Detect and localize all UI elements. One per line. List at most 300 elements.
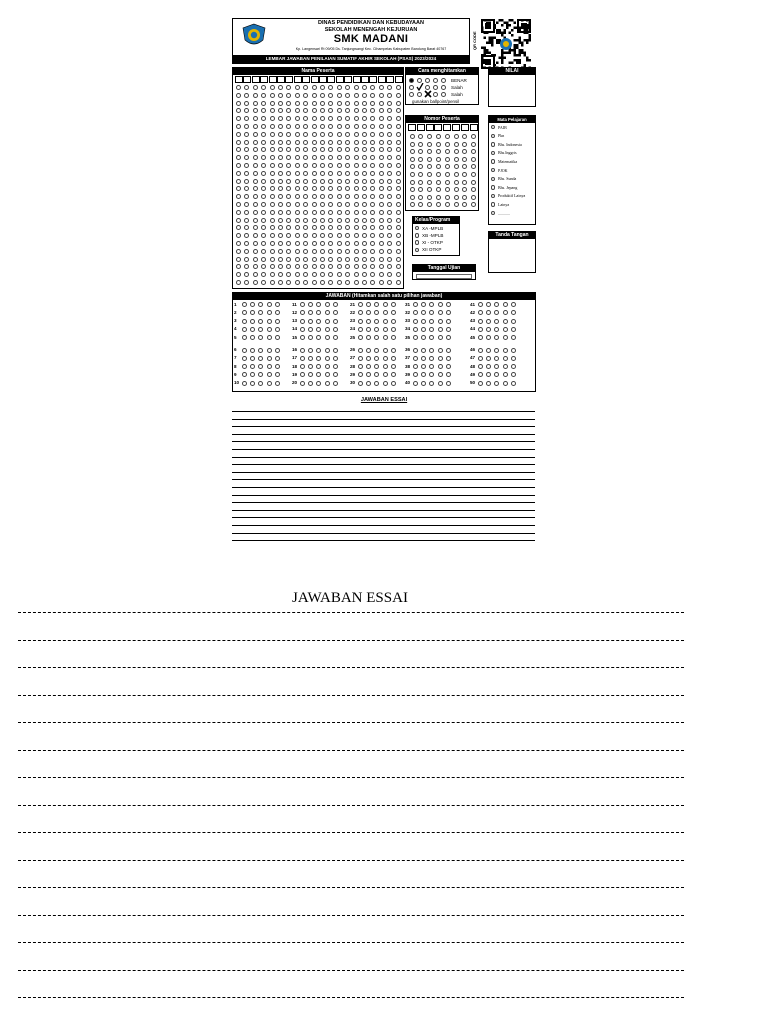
name-bubble[interactable]	[362, 155, 367, 160]
answer-bubble[interactable]	[242, 310, 247, 315]
name-bubble[interactable]	[337, 218, 342, 223]
answer-bubble[interactable]	[242, 335, 247, 340]
number-bubble[interactable]	[462, 157, 467, 162]
answer-bubble[interactable]	[503, 348, 508, 353]
name-bubble[interactable]	[286, 116, 291, 121]
answer-bubble[interactable]	[413, 302, 418, 307]
name-bubble[interactable]	[312, 280, 317, 285]
essay-line[interactable]	[18, 970, 684, 971]
name-bubble[interactable]	[303, 225, 308, 230]
answer-bubble[interactable]	[438, 381, 443, 386]
answer-bubble[interactable]	[494, 327, 499, 332]
answer-bubble[interactable]	[383, 335, 388, 340]
name-bubble[interactable]	[303, 210, 308, 215]
answer-bubble[interactable]	[308, 348, 313, 353]
name-bubble[interactable]	[370, 101, 375, 106]
answer-bubble[interactable]	[494, 310, 499, 315]
subject-bubble[interactable]	[491, 168, 495, 172]
number-bubble[interactable]	[454, 195, 459, 200]
name-bubble[interactable]	[303, 249, 308, 254]
number-bubble[interactable]	[436, 142, 441, 147]
number-bubble[interactable]	[445, 187, 450, 192]
name-letter-cell[interactable]	[344, 76, 352, 83]
name-bubble[interactable]	[396, 116, 401, 121]
name-letter-cell[interactable]	[277, 76, 285, 83]
name-bubble[interactable]	[362, 124, 367, 129]
answer-bubble[interactable]	[242, 302, 247, 307]
name-bubble[interactable]	[328, 186, 333, 191]
number-bubble[interactable]	[454, 149, 459, 154]
answer-bubble[interactable]	[413, 310, 418, 315]
name-bubble[interactable]	[328, 124, 333, 129]
name-bubble[interactable]	[270, 202, 275, 207]
name-bubble[interactable]	[354, 171, 359, 176]
name-bubble[interactable]	[345, 225, 350, 230]
answer-bubble[interactable]	[391, 381, 396, 386]
answer-bubble[interactable]	[366, 319, 371, 324]
essay-line[interactable]	[18, 915, 684, 916]
name-bubble[interactable]	[328, 140, 333, 145]
essay-line[interactable]	[18, 612, 684, 613]
answer-bubble[interactable]	[478, 381, 483, 386]
name-bubble[interactable]	[396, 179, 401, 184]
number-bubble[interactable]	[454, 202, 459, 207]
name-bubble[interactable]	[362, 233, 367, 238]
name-bubble[interactable]	[244, 124, 249, 129]
name-bubble[interactable]	[396, 225, 401, 230]
answer-bubble[interactable]	[438, 319, 443, 324]
name-bubble[interactable]	[295, 264, 300, 269]
name-letter-cell[interactable]	[285, 76, 293, 83]
answer-bubble[interactable]	[503, 356, 508, 361]
answer-bubble[interactable]	[429, 302, 434, 307]
name-letter-cell[interactable]	[395, 76, 403, 83]
number-bubble[interactable]	[418, 172, 423, 177]
name-bubble[interactable]	[270, 186, 275, 191]
name-bubble[interactable]	[379, 249, 384, 254]
answer-bubble[interactable]	[438, 310, 443, 315]
answer-bubble[interactable]	[333, 302, 338, 307]
name-letter-cell[interactable]	[260, 76, 268, 83]
name-bubble[interactable]	[278, 272, 283, 277]
number-bubble[interactable]	[427, 149, 432, 154]
number-bubble[interactable]	[445, 134, 450, 139]
name-bubble[interactable]	[278, 249, 283, 254]
name-bubble[interactable]	[387, 264, 392, 269]
answer-bubble[interactable]	[438, 327, 443, 332]
answer-bubble[interactable]	[258, 372, 263, 377]
essay-line[interactable]	[18, 695, 684, 696]
number-bubble[interactable]	[418, 142, 423, 147]
name-bubble[interactable]	[320, 202, 325, 207]
name-bubble[interactable]	[354, 93, 359, 98]
name-bubble[interactable]	[253, 202, 258, 207]
name-bubble[interactable]	[295, 272, 300, 277]
number-bubble[interactable]	[454, 134, 459, 139]
name-bubble[interactable]	[345, 249, 350, 254]
answer-bubble[interactable]	[250, 364, 255, 369]
answer-bubble[interactable]	[316, 381, 321, 386]
answer-bubble[interactable]	[258, 348, 263, 353]
name-bubble[interactable]	[312, 249, 317, 254]
number-bubble[interactable]	[436, 149, 441, 154]
name-bubble[interactable]	[286, 140, 291, 145]
name-bubble[interactable]	[362, 140, 367, 145]
number-bubble[interactable]	[445, 195, 450, 200]
number-bubble[interactable]	[427, 202, 432, 207]
name-bubble[interactable]	[261, 249, 266, 254]
answer-bubble[interactable]	[250, 319, 255, 324]
number-bubble[interactable]	[445, 149, 450, 154]
name-bubble[interactable]	[278, 257, 283, 262]
essay-line[interactable]	[232, 426, 535, 427]
answer-bubble[interactable]	[374, 319, 379, 324]
answer-bubble[interactable]	[267, 335, 272, 340]
name-bubble[interactable]	[303, 264, 308, 269]
name-bubble[interactable]	[337, 85, 342, 90]
name-bubble[interactable]	[278, 132, 283, 137]
name-bubble[interactable]	[270, 257, 275, 262]
answer-bubble[interactable]	[308, 327, 313, 332]
name-bubble[interactable]	[379, 233, 384, 238]
answer-bubble[interactable]	[250, 372, 255, 377]
answer-bubble[interactable]	[366, 327, 371, 332]
name-bubble[interactable]	[345, 202, 350, 207]
name-bubble[interactable]	[337, 147, 342, 152]
answer-bubble[interactable]	[511, 319, 516, 324]
name-bubble[interactable]	[253, 163, 258, 168]
answer-bubble[interactable]	[258, 327, 263, 332]
answer-bubble[interactable]	[511, 335, 516, 340]
answer-bubble[interactable]	[267, 381, 272, 386]
answer-bubble[interactable]	[478, 364, 483, 369]
name-bubble[interactable]	[236, 280, 241, 285]
answer-bubble[interactable]	[366, 364, 371, 369]
answer-bubble[interactable]	[429, 327, 434, 332]
name-bubble[interactable]	[354, 225, 359, 230]
name-bubble[interactable]	[370, 93, 375, 98]
name-bubble[interactable]	[362, 249, 367, 254]
name-bubble[interactable]	[328, 264, 333, 269]
name-bubble[interactable]	[236, 93, 241, 98]
name-letter-cell[interactable]	[336, 76, 344, 83]
essay-line[interactable]	[232, 449, 535, 450]
subject-bubble[interactable]	[491, 194, 495, 198]
answer-bubble[interactable]	[308, 356, 313, 361]
answer-bubble[interactable]	[325, 310, 330, 315]
name-bubble[interactable]	[337, 210, 342, 215]
answer-bubble[interactable]	[258, 364, 263, 369]
name-bubble[interactable]	[387, 140, 392, 145]
number-bubble[interactable]	[462, 172, 467, 177]
answer-bubble[interactable]	[446, 310, 451, 315]
name-bubble[interactable]	[354, 116, 359, 121]
name-bubble[interactable]	[337, 272, 342, 277]
name-bubble[interactable]	[379, 264, 384, 269]
name-bubble[interactable]	[295, 249, 300, 254]
name-bubble[interactable]	[387, 257, 392, 262]
number-bubble[interactable]	[427, 187, 432, 192]
name-bubble[interactable]	[396, 233, 401, 238]
name-bubble[interactable]	[320, 140, 325, 145]
answer-bubble[interactable]	[446, 381, 451, 386]
name-bubble[interactable]	[379, 140, 384, 145]
answer-bubble[interactable]	[316, 335, 321, 340]
answer-bubble[interactable]	[429, 381, 434, 386]
number-bubble[interactable]	[418, 149, 423, 154]
name-bubble[interactable]	[354, 140, 359, 145]
number-bubble[interactable]	[410, 134, 415, 139]
name-bubble[interactable]	[253, 108, 258, 113]
answer-bubble[interactable]	[308, 364, 313, 369]
name-bubble[interactable]	[253, 225, 258, 230]
name-bubble[interactable]	[379, 163, 384, 168]
name-bubble[interactable]	[354, 210, 359, 215]
name-bubble[interactable]	[236, 249, 241, 254]
number-bubble[interactable]	[418, 164, 423, 169]
answer-bubble[interactable]	[421, 356, 426, 361]
number-bubble[interactable]	[418, 202, 423, 207]
name-bubble[interactable]	[320, 124, 325, 129]
name-letter-cell[interactable]	[319, 76, 327, 83]
name-bubble[interactable]	[345, 155, 350, 160]
number-bubble[interactable]	[418, 180, 423, 185]
answer-bubble[interactable]	[503, 310, 508, 315]
name-bubble[interactable]	[295, 210, 300, 215]
essay-line[interactable]	[232, 434, 535, 435]
date-field[interactable]	[416, 274, 472, 279]
answer-bubble[interactable]	[358, 364, 363, 369]
answer-bubble[interactable]	[374, 335, 379, 340]
answer-bubble[interactable]	[242, 348, 247, 353]
name-bubble[interactable]	[387, 147, 392, 152]
name-bubble[interactable]	[337, 280, 342, 285]
class-bubble[interactable]	[415, 233, 419, 237]
answer-bubble[interactable]	[275, 319, 280, 324]
name-bubble[interactable]	[261, 116, 266, 121]
name-bubble[interactable]	[379, 108, 384, 113]
essay-line[interactable]	[18, 942, 684, 943]
answer-bubble[interactable]	[258, 356, 263, 361]
name-bubble[interactable]	[370, 147, 375, 152]
answer-bubble[interactable]	[300, 302, 305, 307]
answer-bubble[interactable]	[486, 327, 491, 332]
answer-bubble[interactable]	[366, 381, 371, 386]
name-bubble[interactable]	[295, 186, 300, 191]
answer-bubble[interactable]	[267, 356, 272, 361]
name-bubble[interactable]	[286, 233, 291, 238]
answer-bubble[interactable]	[503, 327, 508, 332]
name-bubble[interactable]	[320, 163, 325, 168]
number-bubble[interactable]	[436, 164, 441, 169]
name-bubble[interactable]	[379, 155, 384, 160]
name-bubble[interactable]	[253, 171, 258, 176]
name-bubble[interactable]	[354, 264, 359, 269]
name-bubble[interactable]	[396, 163, 401, 168]
name-bubble[interactable]	[270, 124, 275, 129]
name-bubble[interactable]	[345, 116, 350, 121]
name-bubble[interactable]	[270, 179, 275, 184]
name-bubble[interactable]	[236, 233, 241, 238]
answer-bubble[interactable]	[333, 356, 338, 361]
name-bubble[interactable]	[328, 280, 333, 285]
name-bubble[interactable]	[286, 272, 291, 277]
essay-line[interactable]	[18, 777, 684, 778]
name-bubble[interactable]	[295, 179, 300, 184]
name-bubble[interactable]	[278, 233, 283, 238]
name-bubble[interactable]	[253, 179, 258, 184]
name-bubble[interactable]	[370, 85, 375, 90]
name-bubble[interactable]	[244, 85, 249, 90]
answer-bubble[interactable]	[446, 364, 451, 369]
answer-bubble[interactable]	[358, 381, 363, 386]
name-bubble[interactable]	[253, 280, 258, 285]
name-bubble[interactable]	[270, 272, 275, 277]
answer-bubble[interactable]	[308, 319, 313, 324]
name-bubble[interactable]	[337, 179, 342, 184]
name-bubble[interactable]	[354, 132, 359, 137]
answer-bubble[interactable]	[300, 335, 305, 340]
answer-bubble[interactable]	[438, 348, 443, 353]
subject-bubble[interactable]	[491, 125, 495, 129]
name-bubble[interactable]	[270, 218, 275, 223]
name-bubble[interactable]	[236, 264, 241, 269]
name-bubble[interactable]	[387, 124, 392, 129]
answer-bubble[interactable]	[383, 364, 388, 369]
answer-bubble[interactable]	[325, 381, 330, 386]
answer-bubble[interactable]	[438, 335, 443, 340]
name-bubble[interactable]	[396, 101, 401, 106]
name-bubble[interactable]	[320, 249, 325, 254]
answer-bubble[interactable]	[316, 302, 321, 307]
name-bubble[interactable]	[320, 101, 325, 106]
answer-bubble[interactable]	[325, 319, 330, 324]
answer-bubble[interactable]	[511, 372, 516, 377]
name-bubble[interactable]	[244, 264, 249, 269]
name-bubble[interactable]	[370, 264, 375, 269]
name-bubble[interactable]	[286, 108, 291, 113]
answer-bubble[interactable]	[429, 372, 434, 377]
number-bubble[interactable]	[462, 195, 467, 200]
name-bubble[interactable]	[387, 116, 392, 121]
name-bubble[interactable]	[261, 108, 266, 113]
answer-bubble[interactable]	[275, 310, 280, 315]
name-bubble[interactable]	[253, 264, 258, 269]
name-bubble[interactable]	[278, 163, 283, 168]
name-bubble[interactable]	[370, 272, 375, 277]
answer-bubble[interactable]	[308, 335, 313, 340]
number-bubble[interactable]	[418, 157, 423, 162]
essay-line[interactable]	[232, 540, 535, 541]
answer-bubble[interactable]	[421, 372, 426, 377]
name-bubble[interactable]	[354, 272, 359, 277]
answer-bubble[interactable]	[438, 372, 443, 377]
number-bubble[interactable]	[436, 187, 441, 192]
name-bubble[interactable]	[370, 132, 375, 137]
name-letter-cell[interactable]	[378, 76, 386, 83]
name-bubble[interactable]	[286, 179, 291, 184]
name-bubble[interactable]	[261, 218, 266, 223]
answer-bubble[interactable]	[275, 348, 280, 353]
name-bubble[interactable]	[244, 225, 249, 230]
answer-bubble[interactable]	[391, 356, 396, 361]
name-bubble[interactable]	[244, 194, 249, 199]
number-bubble[interactable]	[462, 149, 467, 154]
answer-bubble[interactable]	[391, 319, 396, 324]
name-bubble[interactable]	[236, 147, 241, 152]
name-bubble[interactable]	[328, 116, 333, 121]
name-bubble[interactable]	[278, 202, 283, 207]
answer-bubble[interactable]	[494, 348, 499, 353]
name-bubble[interactable]	[253, 85, 258, 90]
answer-bubble[interactable]	[358, 335, 363, 340]
answer-bubble[interactable]	[250, 381, 255, 386]
name-bubble[interactable]	[270, 233, 275, 238]
answer-bubble[interactable]	[267, 319, 272, 324]
name-bubble[interactable]	[244, 186, 249, 191]
name-bubble[interactable]	[270, 155, 275, 160]
answer-bubble[interactable]	[308, 372, 313, 377]
name-bubble[interactable]	[253, 132, 258, 137]
name-bubble[interactable]	[236, 85, 241, 90]
name-bubble[interactable]	[295, 132, 300, 137]
name-bubble[interactable]	[270, 147, 275, 152]
answer-bubble[interactable]	[478, 348, 483, 353]
name-bubble[interactable]	[320, 155, 325, 160]
number-bubble[interactable]	[445, 202, 450, 207]
name-bubble[interactable]	[396, 272, 401, 277]
name-bubble[interactable]	[320, 93, 325, 98]
number-bubble[interactable]	[410, 195, 415, 200]
name-bubble[interactable]	[387, 272, 392, 277]
name-bubble[interactable]	[244, 202, 249, 207]
answer-bubble[interactable]	[511, 356, 516, 361]
number-bubble[interactable]	[454, 164, 459, 169]
answer-bubble[interactable]	[300, 372, 305, 377]
name-bubble[interactable]	[270, 93, 275, 98]
name-bubble[interactable]	[253, 249, 258, 254]
name-bubble[interactable]	[370, 233, 375, 238]
answer-bubble[interactable]	[242, 319, 247, 324]
name-bubble[interactable]	[345, 272, 350, 277]
name-bubble[interactable]	[328, 155, 333, 160]
number-bubble[interactable]	[462, 164, 467, 169]
name-bubble[interactable]	[320, 225, 325, 230]
name-bubble[interactable]	[379, 257, 384, 262]
name-bubble[interactable]	[312, 179, 317, 184]
name-bubble[interactable]	[270, 108, 275, 113]
name-bubble[interactable]	[379, 179, 384, 184]
name-bubble[interactable]	[295, 194, 300, 199]
name-bubble[interactable]	[244, 140, 249, 145]
answer-bubble[interactable]	[494, 302, 499, 307]
name-bubble[interactable]	[303, 108, 308, 113]
name-bubble[interactable]	[362, 186, 367, 191]
answer-bubble[interactable]	[250, 348, 255, 353]
name-bubble[interactable]	[244, 171, 249, 176]
essay-line[interactable]	[232, 495, 535, 496]
name-bubble[interactable]	[328, 93, 333, 98]
answer-bubble[interactable]	[325, 335, 330, 340]
name-bubble[interactable]	[354, 108, 359, 113]
number-bubble[interactable]	[445, 172, 450, 177]
name-bubble[interactable]	[320, 264, 325, 269]
essay-line[interactable]	[232, 533, 535, 534]
answer-bubble[interactable]	[446, 319, 451, 324]
name-bubble[interactable]	[320, 186, 325, 191]
answer-bubble[interactable]	[503, 302, 508, 307]
name-bubble[interactable]	[303, 140, 308, 145]
